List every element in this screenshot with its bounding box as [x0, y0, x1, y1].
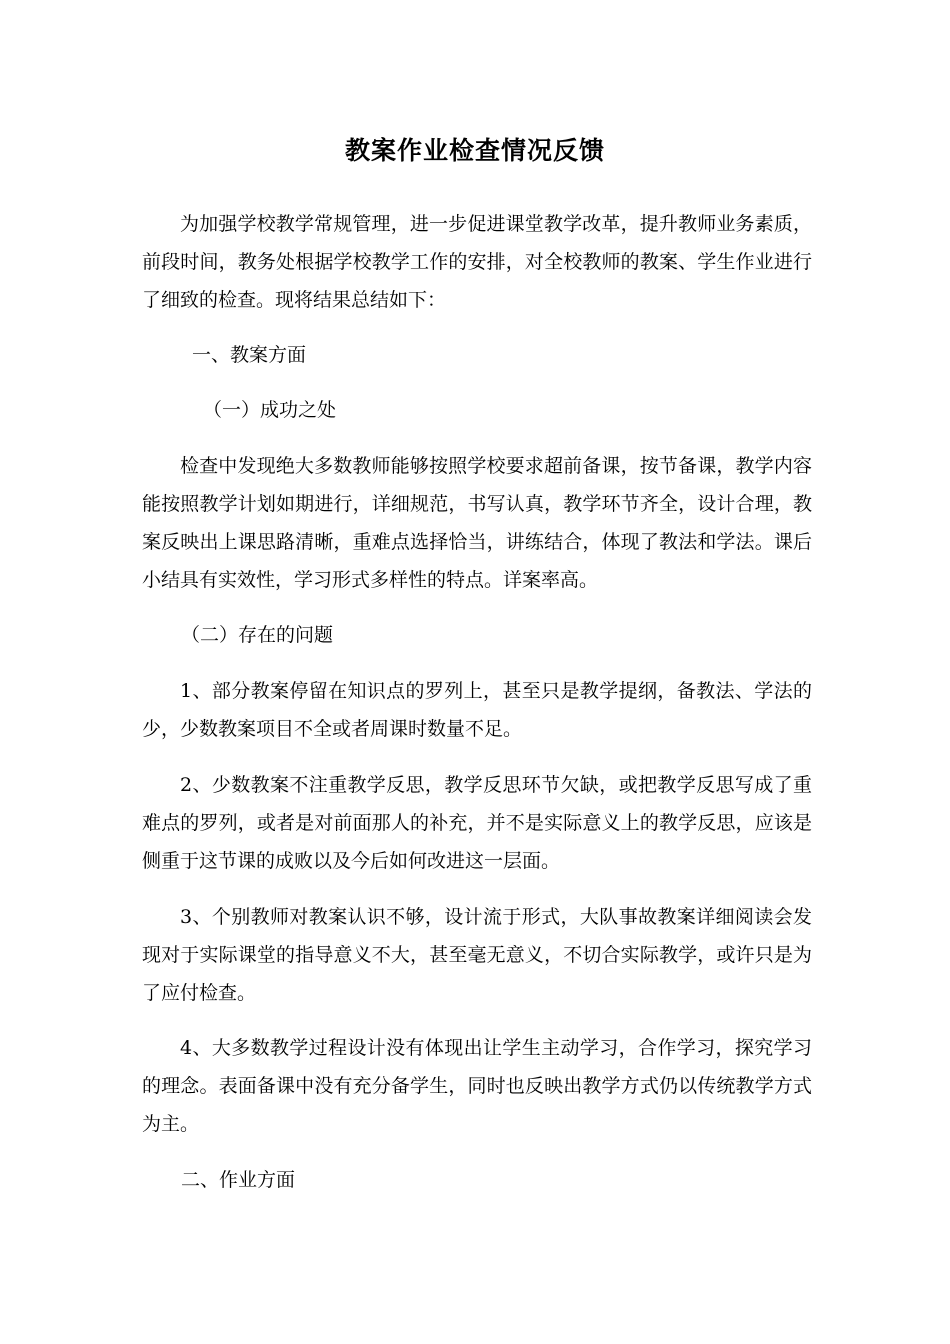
problem-item-1: 1、部分教案停留在知识点的罗列上，甚至只是教学提纲，备教法、学法的少，少数教案项目不全或者周课时数量不足。: [142, 680, 812, 740]
problem-item-4: 4、大多数教学过程设计没有体现出让学生主动学习，合作学习，探究学习的理念。表面备课中没有充分备学生，同时也反映出教学方式仍以传统教学方式为主。: [142, 1037, 812, 1135]
section-heading-lesson-plans: 一、教案方面: [192, 344, 307, 366]
section-heading-homework: 二、作业方面: [181, 1169, 296, 1191]
subsection-heading-successes: （一）成功之处: [203, 399, 337, 421]
subsection-heading-problems: （二）存在的问题: [181, 624, 334, 646]
problem-item-2: 2、少数教案不注重教学反思，教学反思环节欠缺，或把教学反思写成了重难点的罗列，或者是对前面那人的补充，并不是实际意义上的教学反思，应该是侧重于这节课的成败以及今后如何改进这一层面。: [142, 774, 812, 872]
document-title: 教案作业检查情况反馈: [344, 136, 605, 165]
intro-paragraph: 为加强学校教学常规管理，进一步促进课堂教学改革，提升教师业务素质，前段时间，教务处根据学校教学工作的安排，对全校教师的教案、学生作业进行了细致的检查。现将结果总结如下：: [142, 213, 812, 311]
successes-paragraph: 检查中发现绝大多数教师能够按照学校要求超前备课，按节备课，教学内容能按照教学计划如期进行，详细规范，书写认真，教学环节齐全，设计合理，教案反映出上课思路清晰，重难点选择恰当，讲练结合，体现了教法和学法。课后小结具有实效性，学习形式多样性的特点。详案率高。: [142, 455, 812, 591]
problem-item-3: 3、个别教师对教案认识不够，设计流于形式，大队事故教案详细阅读会发现对于实际课堂的指导意义不大，甚至毫无意义，不切合实际教学，或许只是为了应付检查。: [142, 906, 812, 1004]
